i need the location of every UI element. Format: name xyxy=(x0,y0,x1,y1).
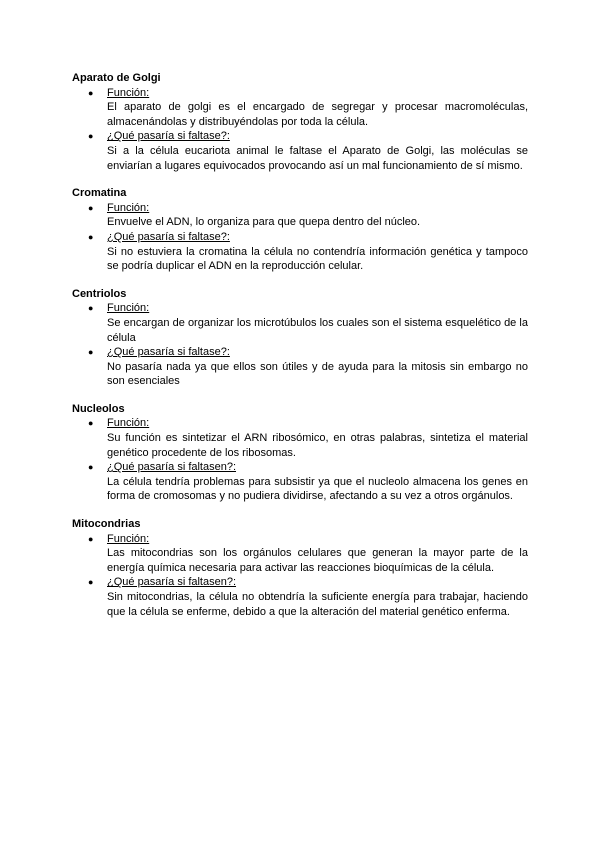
list-item xyxy=(72,201,528,230)
document-body xyxy=(72,71,528,632)
list-item xyxy=(72,230,528,274)
bullet-icon: ● xyxy=(88,533,94,544)
bullet-list xyxy=(72,201,528,274)
item-text: Se encargan de organizar los microtúbulos los cuales son el sistema esquelético de la célula xyxy=(107,316,528,344)
section-title: Mitocondrias xyxy=(72,518,141,531)
item-text: Si a la célula eucariota animal le faltase el Aparato de Golgi, las moléculas se enviarían a lugares equivocados provocando así un mal funcionamiento de sí mismo. xyxy=(107,144,528,172)
section xyxy=(72,186,528,274)
list-item xyxy=(72,86,528,130)
item-text: Si no estuviera la cromatina la célula no contendría información genética y tampoco se podría duplicar el ADN en la reproducción celular. xyxy=(107,245,528,273)
bullet-list xyxy=(72,416,528,504)
item-label: Función: xyxy=(107,201,150,214)
section-title: Nucleolos xyxy=(72,402,125,415)
item-label: ¿Qué pasaría si faltase?: xyxy=(107,130,230,143)
item-text: Las mitocondrias son los orgánulos celulares que generan la mayor parte de la energía química necesaria para activar las reacciones bioquímicas de la célula. xyxy=(107,547,528,574)
bullet-icon: ● xyxy=(88,462,94,473)
section-title: Aparato de Golgi xyxy=(72,72,161,84)
bullet-list xyxy=(72,86,528,174)
item-text: No pasaría nada ya que ellos son útiles y de ayuda para la mitosis sin embargo no son esenciales xyxy=(107,360,528,388)
item-label: ¿Qué pasaría si faltase?: xyxy=(107,346,230,359)
list-item xyxy=(72,345,528,389)
bullet-icon: ● xyxy=(88,303,94,314)
item-text: La célula tendría problemas para subsistir ya que el nucleolo almacena los genes en forma de cromosomas y no pudiera dividirse, afectando a su vez a otros orgánulos. xyxy=(107,475,528,503)
item-label: Función: xyxy=(107,532,150,545)
list-item xyxy=(72,129,528,173)
bullet-icon: ● xyxy=(88,347,94,358)
bullet-icon: ● xyxy=(88,202,94,213)
item-label: Función: xyxy=(107,86,150,99)
item-label: Función: xyxy=(107,417,150,430)
item-text: Sin mitocondrias, la célula no obtendría la suficiente energía para trabajar, haciendo que la célula se enferme, debido a que la alteración del material genético enferma. xyxy=(107,591,528,618)
item-label: ¿Qué pasaría si faltasen?: xyxy=(107,461,237,474)
item-text: El aparato de golgi es el encargado de segregar y procesar macromoléculas, almacenándolas y distribuyéndolas por toda la célula. xyxy=(107,101,528,128)
list-item xyxy=(72,416,528,460)
item-label: ¿Qué pasaría si faltasen?: xyxy=(107,576,237,589)
bullet-icon: ● xyxy=(88,131,94,142)
section-title: Cromatina xyxy=(72,187,127,200)
section xyxy=(72,517,528,619)
bullet-list xyxy=(72,301,528,389)
item-text: Su función es sintetizar el ARN ribosómico, en otras palabras, sintetiza el material genético procedente de los ribosomas. xyxy=(107,432,528,459)
item-label: ¿Qué pasaría si faltase?: xyxy=(107,230,230,243)
list-item xyxy=(72,301,528,345)
list-item xyxy=(72,532,528,576)
section xyxy=(72,402,528,504)
section xyxy=(72,71,528,173)
bullet-icon: ● xyxy=(88,577,94,588)
bullet-list xyxy=(72,532,528,620)
section xyxy=(72,287,528,389)
list-item xyxy=(72,460,528,504)
item-label: Función: xyxy=(107,302,150,315)
item-text: Envuelve el ADN, lo organiza para que quepa dentro del núcleo. xyxy=(107,216,421,229)
bullet-icon: ● xyxy=(88,87,94,98)
bullet-icon: ● xyxy=(88,418,94,429)
bullet-icon: ● xyxy=(88,231,94,242)
section-title: Centriolos xyxy=(72,287,127,300)
list-item xyxy=(72,575,528,619)
